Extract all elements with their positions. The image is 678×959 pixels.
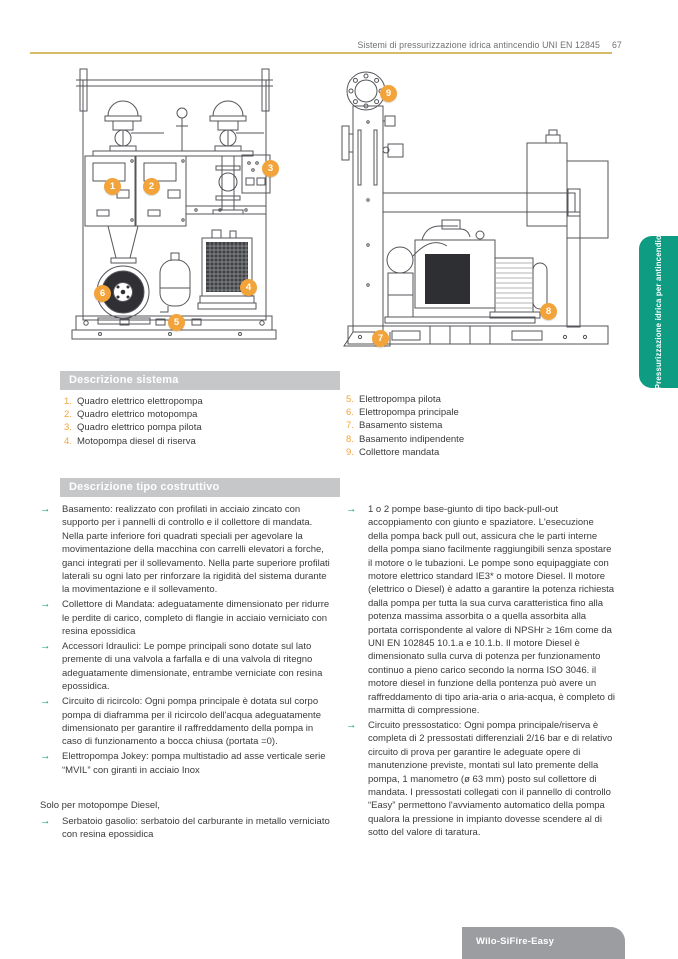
bullet-item — [40, 598, 334, 638]
side-view-technical-drawing — [330, 60, 630, 360]
arrow-right-icon: → — [346, 503, 357, 515]
legend-item — [346, 433, 464, 446]
category-side-tab — [639, 236, 678, 388]
category-side-tab-label: Pressurizzazione idrica per antincendio — [654, 234, 663, 390]
bullet-text: Circuito pressostatico: Ogni pompa principale/riserva è completa di 2 pressostati differenziali 2/16 bar e di relativo circuito di prova per garantire le adeguate opere di manutenzione previste, montati sul lato premente della pompa, 1 manometro (ø 63 mm) posto sul collettore di mandata. I pressostati collegati con il pannello di controllo “Easy” permettono l'avviamento automatico della pompa qualora la pressione in impianto dovesse scendere al di sotto del valore di taratura. — [368, 720, 613, 839]
body-column-right — [346, 503, 616, 841]
arrow-right-icon: → — [40, 750, 51, 763]
legend-item-number: 4. — [64, 435, 72, 447]
legend-item-number: 7. — [346, 420, 354, 432]
section-heading-tipo-costruttivo — [60, 478, 340, 497]
arrow-right-icon: → — [40, 640, 51, 653]
legend-item-label: Elettropompa pilota — [359, 394, 441, 405]
legend-item-number: 5. — [346, 394, 354, 405]
legend-list-left — [64, 395, 203, 448]
legend-item — [346, 446, 464, 459]
legend-list-right — [346, 393, 464, 459]
legend-item-number: 9. — [346, 446, 354, 458]
callout-7: 7 — [372, 330, 389, 347]
bullet-text: Collettore di Mandata: adeguatamente dimensionato per ridurre le perdite di carico, completo di flangie in acciaio verniciato con resina epossidica — [62, 599, 330, 638]
bullet-item — [40, 750, 334, 777]
legend-item-label: Quadro elettrico elettropompa — [77, 396, 203, 407]
bullet-text: Accessori Idraulici: Le pompe principali sono dotate sul lato premente di una valvola a farfalla e di una valvola di ritegno adeguatamente dimensionate, entrambe verniciate con resina epossidica. — [62, 641, 323, 693]
legend-item-label: Collettore mandata — [359, 446, 440, 458]
bullet-text: Elettropompa Jokey: pompa multistadio ad asse verticale serie “MVIL” con giranti in acciaio Inox — [62, 751, 326, 776]
bullet-item — [40, 640, 334, 694]
bullet-text: Circuito di ricircolo: Ogni pompa principale è dotata sul corpo pompa di diaframma per il ricircolo dell'acqua adeguatamente dimensionato per garantire il raffreddamento della pompa in caso di funzionamento a bocca chiusa (portata =0). — [62, 696, 321, 748]
section-heading-text: Descrizione sistema — [69, 374, 179, 386]
callout-9: 9 — [380, 85, 397, 102]
arrow-right-icon: → — [40, 814, 51, 827]
bullet-item — [40, 815, 334, 842]
callout-5: 5 — [168, 314, 185, 331]
bullet-text: 1 o 2 pompe base-giunto di tipo back-pull-out accoppiamento con giunto e spaziatore. L'esecuzione della pompa back pull out, assicura che le parti interne della pompa siano facilmente raggiungibili senza spostare il motore o le tubazioni. Le pompe sono equipaggiate con motore elettrico standard IE3* o motore Diesel. Il motore (elettrico o Diesel) è adatto a garantire la potenza richiesta dalla pompa per tutta la sua curva caratteristica fino alla potenza massima assorbita o a quella assorbita alla portata corrispondente al valore di NPSHr ≥ 16m come da UNI EN 102845 10.1.a e 10.1.b. Il motore Diesel è dimensionato sulla curva di potenza per funzionamento continuo a pieno carico secondo la norma ISO 3046. il motore diesel in funzione della pontenza può avere un raffreddamento di tipo aria-aria o aria-acqua, è completo di marmitta di compressione. — [368, 504, 615, 717]
bullet-item — [346, 503, 616, 718]
callout-8: 8 — [540, 303, 557, 320]
callout-2: 2 — [143, 178, 160, 195]
section-heading-descrizione-sistema — [60, 371, 340, 390]
legend-item — [346, 393, 464, 406]
callout-4: 4 — [240, 279, 257, 296]
callout-6: 6 — [94, 285, 111, 302]
diesel-only-note: Solo per motopompe Diesel, — [40, 800, 160, 812]
bullet-item — [40, 503, 334, 597]
footer-product-tab — [462, 927, 625, 959]
section-heading-text: Descrizione tipo costruttivo — [69, 481, 220, 493]
legend-item-number: 3. — [64, 422, 72, 434]
legend-item-label: Elettropompa principale — [359, 407, 459, 419]
bullet-text: Basamento: realizzato con profilati in acciaio zincato con supporto per i pannelli di controllo e il collettore di mandata. Nella parte inferiore fori quadrati speciali per agevolare la movimentazione della macchina con carrelli elevatori a forche, ganci integrati per il sollevamento. Nella parte superiore profilati laterali su ogni lato per rinforzare la rigidità del sistema durante la movimentazione e il sollevamento. — [62, 504, 330, 596]
legend-item — [346, 406, 464, 419]
legend-item — [346, 419, 464, 432]
arrow-right-icon: → — [346, 719, 357, 731]
legend-item-label: Quadro elettrico motopompa — [77, 409, 198, 421]
legend-item-number: 8. — [346, 433, 354, 445]
arrow-right-icon: → — [40, 503, 51, 515]
footer-product-name: Wilo-SiFire-Easy — [476, 936, 555, 947]
front-view-technical-drawing — [60, 60, 320, 360]
legend-item-number: 6. — [346, 407, 354, 419]
legend-item-number: 2. — [64, 409, 72, 421]
bullet-item — [346, 719, 616, 840]
callout-3: 3 — [262, 160, 279, 177]
legend-item-label: Quadro elettrico pompa pilota — [77, 422, 202, 434]
bullet-text: Serbatoio gasolio: serbatoio del carburante in metallo verniciato con resina epossidica — [62, 815, 330, 840]
callout-1: 1 — [104, 178, 121, 195]
legend-item — [64, 435, 203, 448]
legend-item-label: Motopompa diesel di riserva — [77, 435, 196, 447]
legend-item-label: Basamento sistema — [359, 420, 443, 432]
bullet-item — [40, 695, 334, 749]
arrow-right-icon: → — [40, 598, 51, 611]
arrow-right-icon: → — [40, 695, 51, 708]
page-header-title: Sistemi di pressurizzazione idrica antincendio UNI EN 12845 — [357, 40, 600, 50]
header-rule — [30, 52, 612, 54]
legend-item — [64, 408, 203, 421]
page-number: 67 — [612, 40, 622, 50]
legend-item-number: 1. — [64, 396, 72, 407]
legend-item — [64, 395, 203, 408]
legend-item — [64, 421, 203, 434]
body-column-left — [40, 503, 334, 843]
legend-item-label: Basamento indipendente — [359, 433, 465, 445]
